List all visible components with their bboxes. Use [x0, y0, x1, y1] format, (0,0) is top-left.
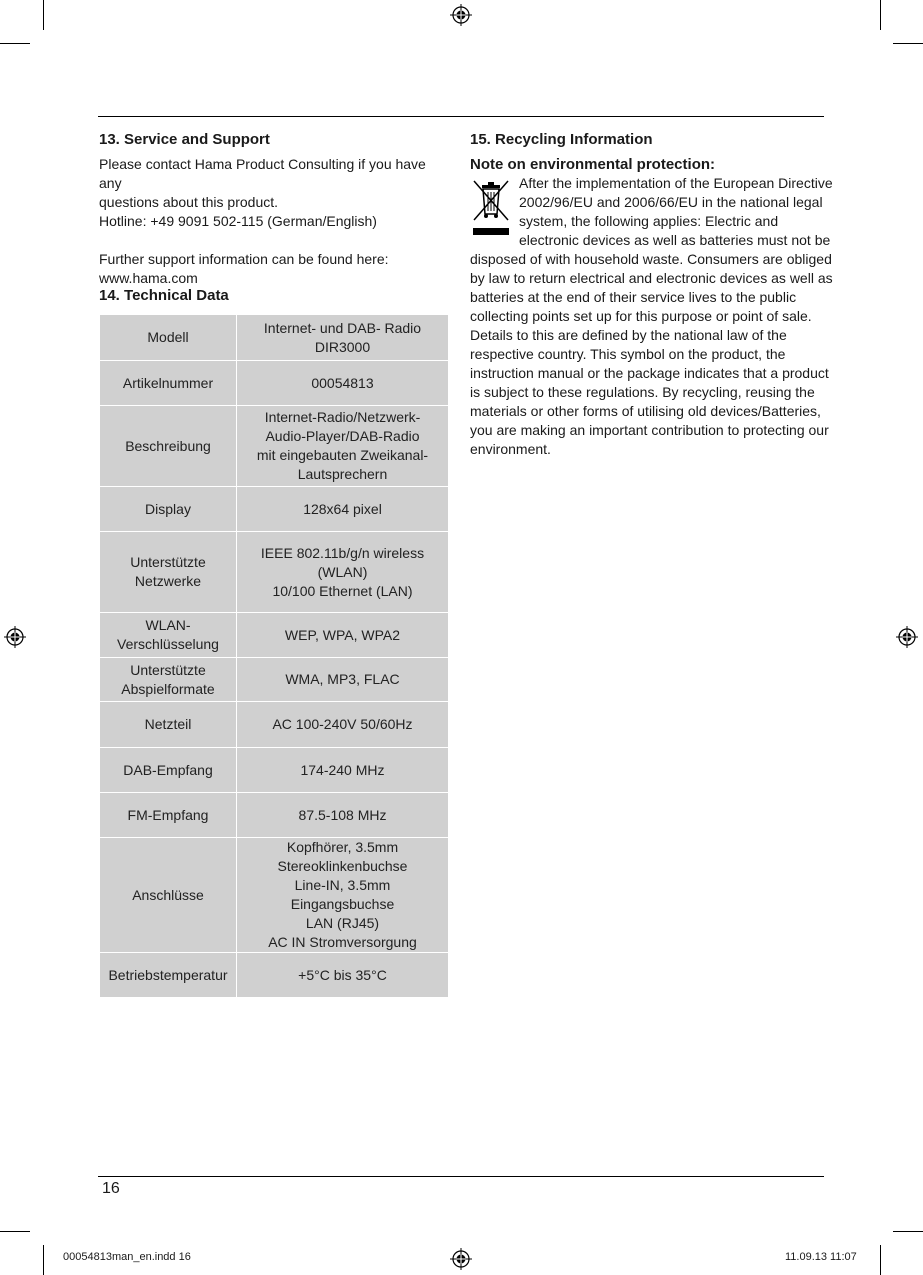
table-row [100, 487, 449, 532]
spec-label [100, 658, 237, 702]
recycling-subheading: Note on environmental protection: [470, 156, 716, 173]
spec-label [100, 748, 237, 793]
table-row [100, 315, 449, 361]
spec-value-line: AC IN Stromversorgung [268, 934, 417, 950]
table-row [100, 702, 449, 748]
spec-value-line: 10/100 Ethernet (LAN) [272, 582, 413, 599]
service-heading: 13. Service and Support [99, 131, 270, 148]
table-row [100, 658, 449, 702]
spec-value-line: Internet- und DAB- Radio [263, 319, 422, 336]
spec-label-line: Betriebstemperatur [108, 966, 228, 983]
spec-label [100, 532, 237, 613]
table-row [100, 361, 449, 406]
spec-label [100, 953, 237, 998]
spec-label [100, 702, 237, 748]
spec-value-line: LAN (RJ45) [305, 915, 380, 931]
service-line: questions about this product. [99, 194, 279, 210]
spec-label-line: Verschlüsselung [117, 636, 219, 652]
table-row [100, 406, 449, 487]
file-slug: 00054813man_en.indd 16 [63, 1251, 191, 1263]
registration-mark-icon [4, 626, 26, 648]
spec-value [237, 793, 449, 838]
spec-value [237, 361, 449, 406]
service-section [99, 130, 444, 288]
spec-value-line: Internet-Radio/Netzwerk- [264, 409, 421, 425]
service-line: Please contact Hama Product Consulting if you have any [99, 156, 426, 191]
spec-label-line: Anschlüsse [132, 886, 204, 903]
spec-label [100, 487, 237, 532]
spec-value-line: Kopfhörer, 3.5mm [286, 839, 399, 855]
spec-label [100, 406, 237, 487]
spec-value-line: Line-IN, 3.5mm Eingangsbuchse [290, 877, 395, 912]
recycling-line: collecting points set up for this purpose or point of sale. [470, 308, 812, 324]
spec-value-line: 128x64 pixel [303, 500, 382, 517]
spec-value [237, 702, 449, 748]
spec-value-line: 00054813 [311, 374, 374, 391]
spec-value [237, 658, 449, 702]
recycling-line: disposed of with household waste. Consumers are obliged [470, 251, 832, 267]
spec-value [237, 532, 449, 613]
website-link[interactable]: www.hama.com [99, 270, 198, 286]
spec-label-line: Display [145, 500, 191, 517]
recycling-line: system, the following applies: Electric and [519, 213, 779, 229]
spec-label-line: Netzwerke [134, 573, 202, 589]
spec-label [100, 361, 237, 406]
spec-value [237, 406, 449, 487]
technical-heading: 14. Technical Data [99, 287, 229, 304]
spec-value [237, 487, 449, 532]
table-row [100, 838, 449, 953]
spec-label [100, 613, 237, 658]
spec-value-line: 87.5-108 MHz [298, 806, 387, 823]
crop-mark [43, 0, 44, 30]
recycling-line: materials or other forms of utilising old devices/Batteries, [470, 403, 821, 419]
recycling-line: 2002/96/EU and 2006/66/EU in the national legal [519, 194, 823, 210]
recycling-line: instruction manual or the package indicates that a product [470, 365, 829, 381]
spec-label-line: Beschreibung [125, 437, 211, 454]
spec-value-line: 174-240 MHz [300, 761, 385, 778]
spec-label-line: DAB-Empfang [123, 761, 213, 778]
spec-value-line: (WLAN) [317, 563, 368, 580]
spec-label-line: Netzteil [144, 716, 192, 732]
spec-value [237, 748, 449, 793]
spec-value-line: Audio-Player/DAB-Radio [265, 428, 420, 444]
table-row [100, 953, 449, 998]
spec-value-line: DIR3000 [314, 338, 371, 355]
spec-value-line: +5°C bis 35°C [298, 966, 387, 983]
service-line: Further support information can be found here: [99, 251, 389, 267]
recycling-line: After the implementation of the European Directive [519, 175, 833, 191]
spec-label-line: Unterstützte [130, 661, 206, 678]
recycling-line: is subject to these regulations. By recycling, reusing the [470, 384, 815, 400]
registration-mark-icon [450, 4, 472, 26]
recycling-line: electronic devices as well as batteries must not be [519, 232, 831, 248]
table-row [100, 532, 449, 613]
crop-mark [880, 1245, 881, 1275]
hotline-text: Hotline: +49 9091 502-115 (German/English) [99, 213, 377, 229]
spec-value [237, 838, 449, 953]
recycling-line: batteries at the end of their service lives to the public [470, 289, 797, 305]
spec-label [100, 838, 237, 953]
spec-label-line: FM-Empfang [127, 806, 209, 823]
spec-value-line: WMA, MP3, FLAC [285, 671, 400, 687]
registration-mark-icon [896, 626, 918, 648]
recycling-line: Details to this are defined by the national law of the [470, 327, 787, 343]
table-row [100, 748, 449, 793]
registration-mark-icon [450, 1248, 472, 1270]
date-slug: 11.09.13 11:07 [785, 1251, 857, 1263]
spec-value-line: Lautsprechern [297, 466, 388, 482]
recycling-line: you are making an important contribution to protecting our [470, 422, 829, 438]
crop-mark [880, 0, 881, 30]
spec-label-line: Modell [147, 329, 189, 345]
spec-value-line: WEP, WPA, WPA2 [284, 626, 401, 643]
spec-value-line: IEEE 802.11b/g/n wireless [260, 544, 425, 561]
header-rule [98, 116, 824, 117]
recycling-line: respective country. This symbol on the product, the [470, 346, 786, 362]
spec-label-line: Artikelnummer [122, 374, 214, 391]
spec-label [100, 793, 237, 838]
crop-mark [0, 1231, 30, 1232]
footer-rule [98, 1176, 824, 1177]
crop-mark [0, 43, 30, 44]
table-row [100, 793, 449, 838]
technical-data-table [99, 314, 449, 998]
spec-value [237, 315, 449, 361]
recycling-heading: 15. Recycling Information [470, 131, 653, 148]
spec-label-line: Unterstützte [130, 554, 206, 570]
recycling-line: by law to return electrical and electronic devices as well as [470, 270, 833, 286]
spec-value [237, 613, 449, 658]
spec-value-line: AC 100-240V 50/60Hz [272, 716, 413, 732]
spec-label [100, 315, 237, 361]
crop-mark [43, 1245, 44, 1275]
table-row [100, 613, 449, 658]
crossed-out-wheelie-bin-icon [471, 176, 511, 238]
spec-value [237, 953, 449, 998]
spec-value-line: Stereoklinkenbuchse [277, 858, 408, 874]
service-line [99, 231, 444, 250]
crop-mark [893, 43, 923, 44]
recycling-line: environment. [470, 441, 551, 457]
crop-mark [893, 1231, 923, 1232]
spec-label-line: Abspielformate [121, 680, 215, 697]
spec-label-line: WLAN- [145, 617, 191, 633]
page-number: 16 [102, 1180, 120, 1197]
spec-value-line: mit eingebauten Zweikanal- [256, 447, 429, 463]
